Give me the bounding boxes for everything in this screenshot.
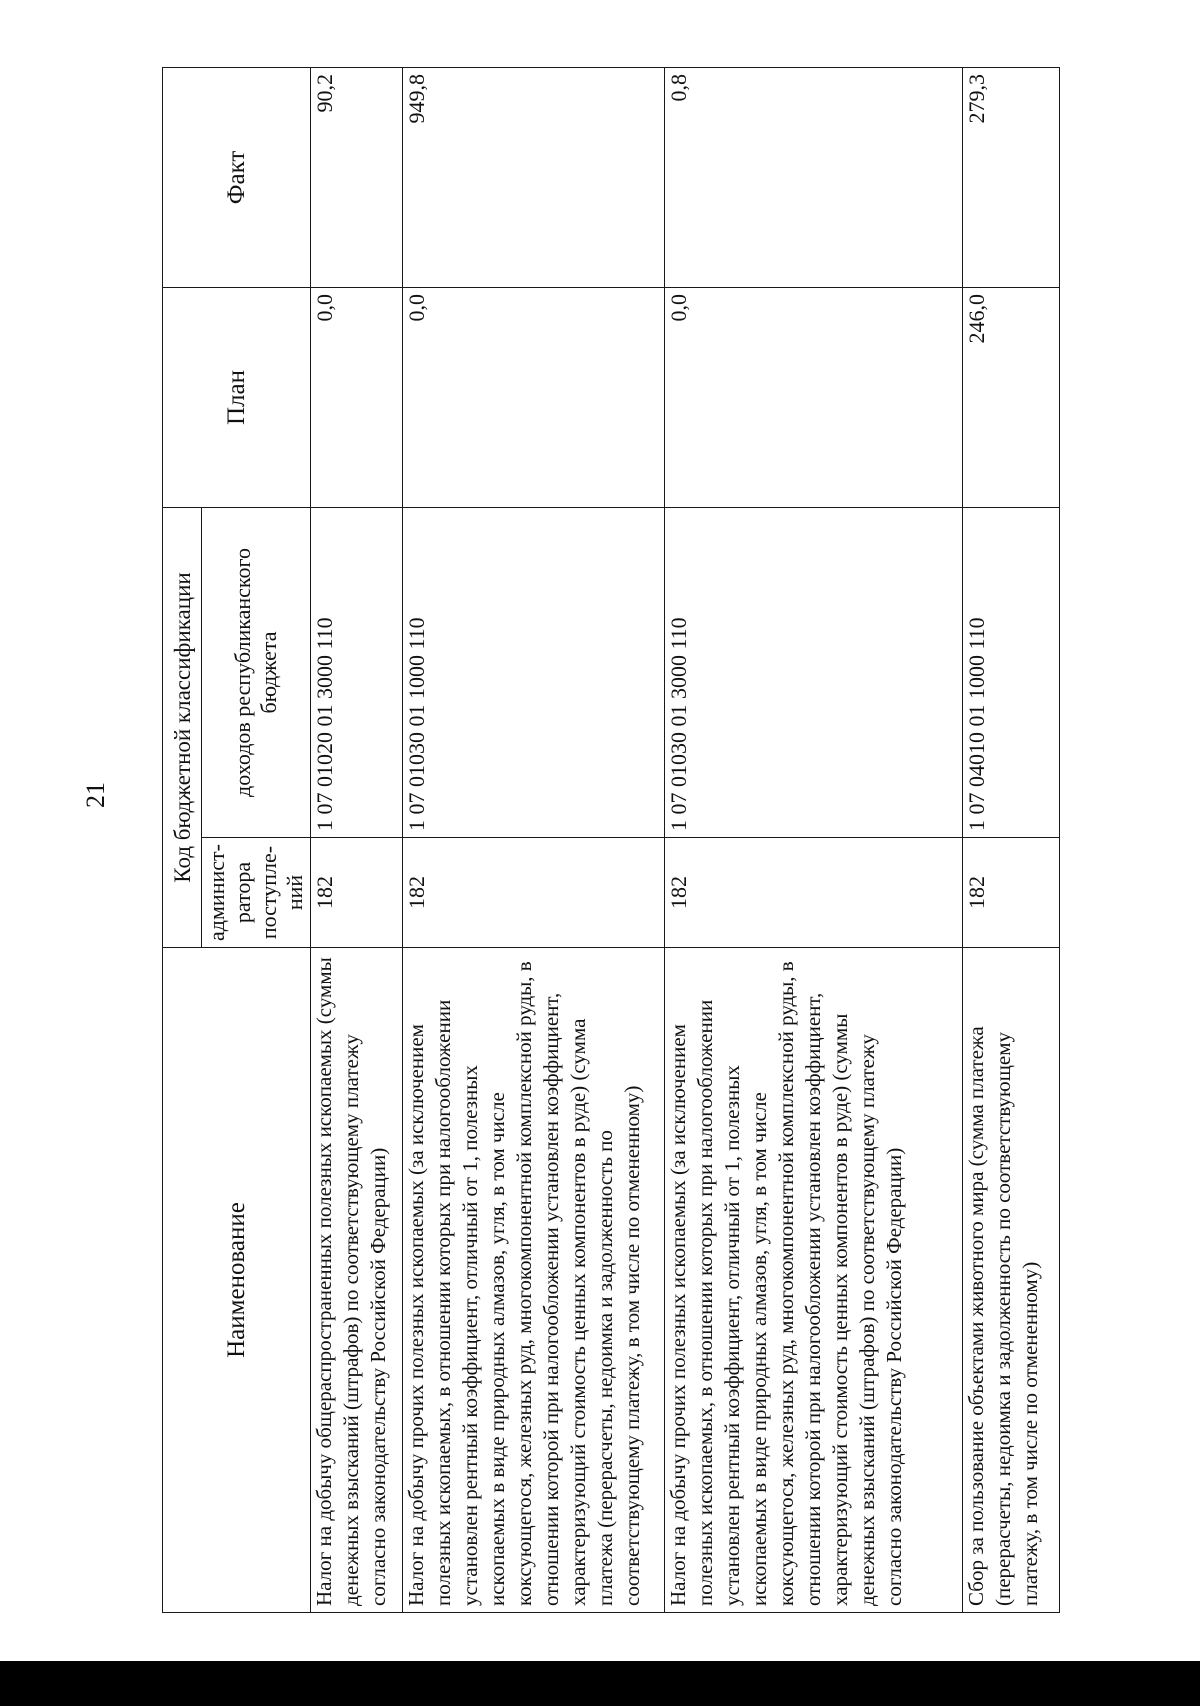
row-name: Сбор за пользование объектами животного мира (сумма платежа (перерасчеты, недоимка и задолженность по соответствующему платежу, в том числе по отмененному) (962, 948, 1060, 1613)
header-plan: План (163, 287, 311, 507)
header-fact: Факт (163, 67, 311, 287)
header-name: Наименование (163, 948, 311, 1613)
rotated-table-wrapper (162, 68, 1060, 1613)
row-revenue-code: 1 07 01030 01 1000 110 (403, 507, 665, 837)
row-plan: 246,0 (962, 287, 1060, 507)
row-admin-code: 182 (403, 838, 665, 948)
table-row (962, 67, 1060, 1612)
row-name: Налог на добычу прочих полезных ископаемых (за исключением полезных ископаемых, в отношении которых при налогообложении установлен рентный коэффициент, отличный от 1, полезных ископаемых в виде природных алмазов, угля, в том числе коксующегося, железных руд, многокомпонентной комплексной руды, в отношении которой при налогообложении установлен коэффициент, характеризующий стоимость ценных компонентов в руде) (суммы денежных взысканий (штрафов) по соответствующему платежу согласно законодательству Российской Федерации) (664, 948, 962, 1613)
row-plan: 0,0 (664, 287, 962, 507)
scan-edge-bar (0, 1661, 1200, 1706)
header-admin: админист-ратора поступле-ний (202, 838, 311, 948)
table-row (403, 67, 665, 1612)
row-fact: 0,8 (664, 67, 962, 287)
row-admin-code: 182 (311, 838, 403, 948)
row-fact: 279,3 (962, 67, 1060, 287)
row-revenue-code: 1 07 01030 01 3000 110 (664, 507, 962, 837)
row-revenue-code: 1 07 04010 01 1000 110 (962, 507, 1060, 837)
table-row (311, 67, 403, 1612)
row-plan: 0,0 (403, 287, 665, 507)
row-revenue-code: 1 07 01020 01 3000 110 (311, 507, 403, 837)
row-plan: 0,0 (311, 287, 403, 507)
header-revenue: доходов республиканского бюджета (202, 507, 311, 837)
row-fact: 90,2 (311, 67, 403, 287)
row-name: Налог на добычу общераспространенных полезных ископаемых (суммы денежных взысканий (штрафов) по соответствующему платежу согласно законодательству Российской Федерации) (311, 948, 403, 1613)
header-row-1 (163, 67, 202, 1612)
row-admin-code: 182 (962, 838, 1060, 948)
table-row (664, 67, 962, 1612)
row-admin-code: 182 (664, 838, 962, 948)
page-number: 21 (81, 782, 110, 808)
row-name: Налог на добычу прочих полезных ископаемых (за исключением полезных ископаемых, в отношении которых при налогообложении установлен рентный коэффициент, отличный от 1, полезных ископаемых в виде природных алмазов, угля, в том числе коксующегося, железных руд, многокомпонентной комплексной руды, в отношении которой при налогообложении установлен коэффициент, характеризующий стоимость ценных компонентов в руде) (сумма платежа (перерасчеты, недоимка и задолженность по соответствующему платежу, в том числе по отмененному) (403, 948, 665, 1613)
budget-table (162, 67, 1060, 1613)
header-code-group: Код бюджетной классификации (163, 507, 202, 947)
row-fact: 949,8 (403, 67, 665, 287)
